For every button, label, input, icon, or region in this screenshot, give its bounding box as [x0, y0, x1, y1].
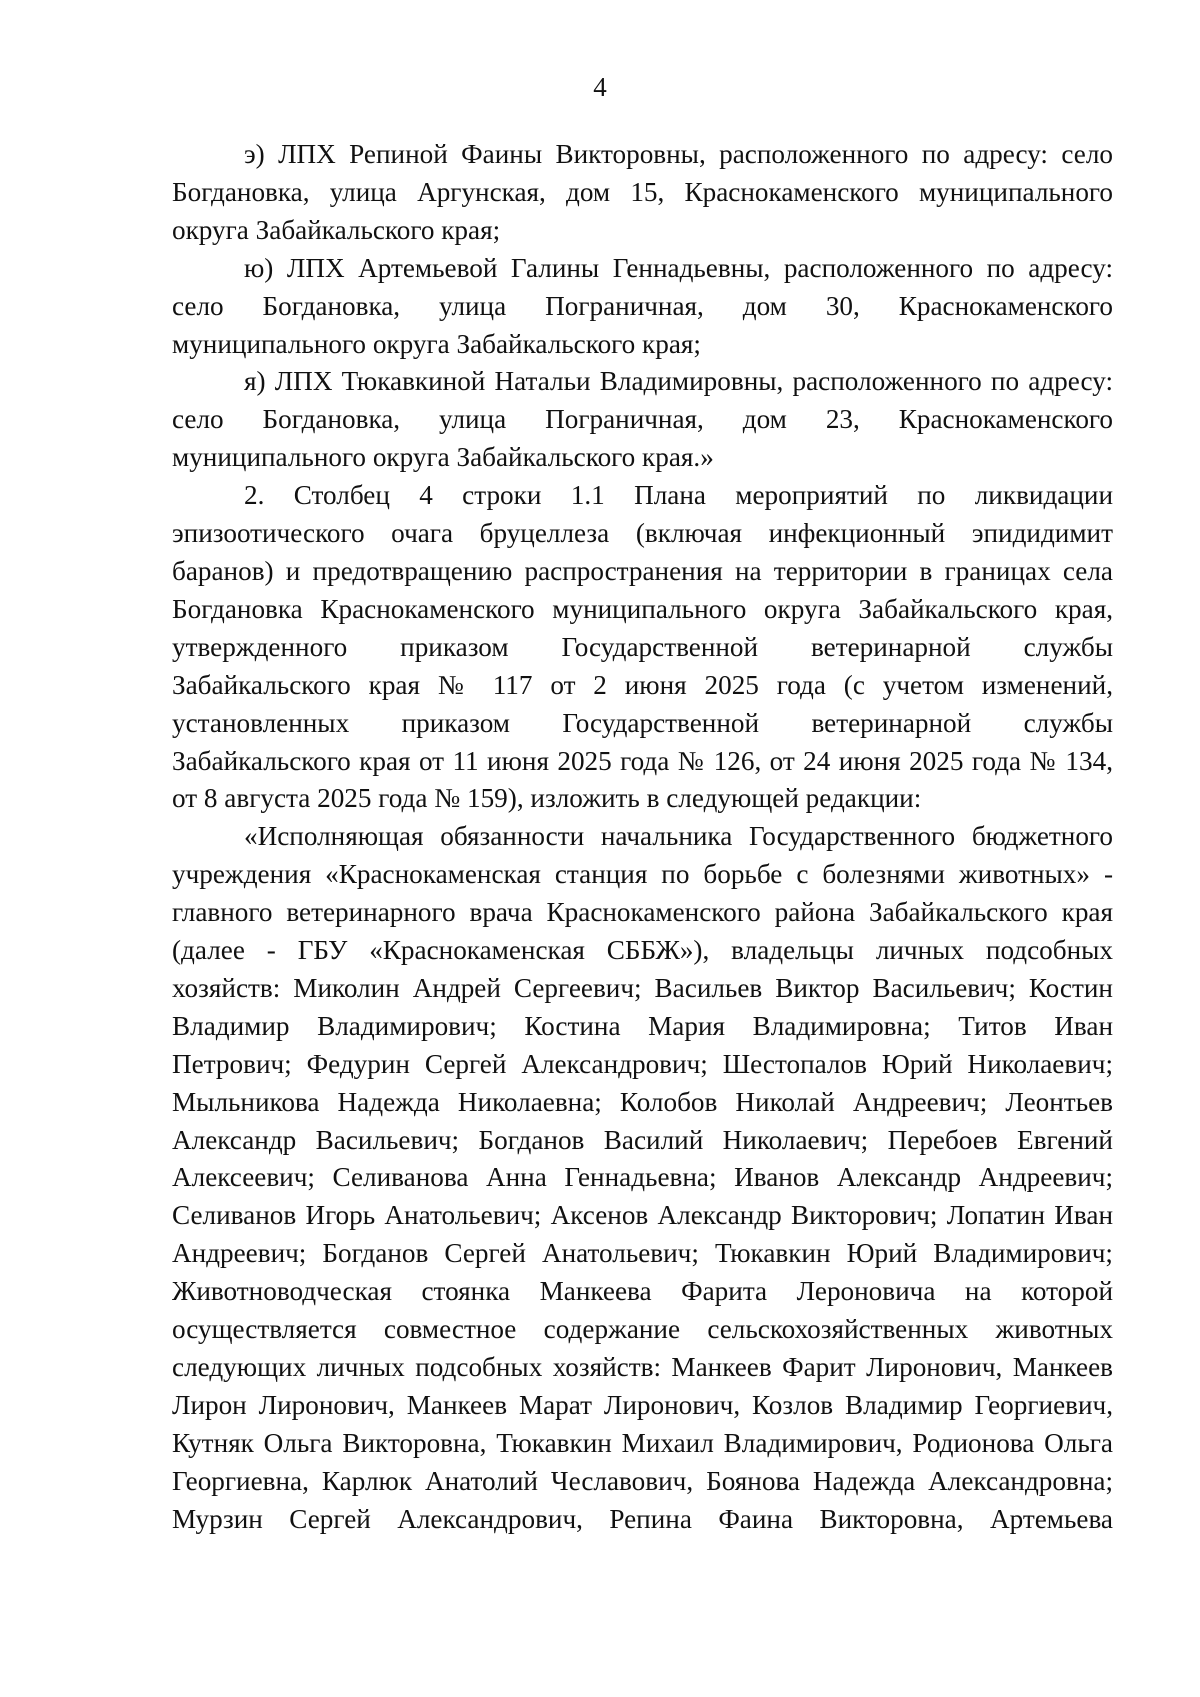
paragraph-item-e: э) ЛПХ Репиной Фаины Викторовны, расположенного по адресу: село Богдановка, улица Аргунская, дом 15, Краснокаменского муниципального округа Забайкальского края;	[172, 139, 1113, 245]
paragraph-new-wording: «Исполняющая обязанности начальника Государственного бюджетного учреждения «Краснокаменская станция по борьбе с болезнями животных» - главного ветеринарного врача Краснокаменского района Забайкальского края (далее - ГБУ «Краснокаменская СББЖ»), владельцы личных подсобных хозяйств: Миколин Андрей Сергеевич; Васильев Виктор Васильевич; Костин Владимир Владимирович; Костина Мария Владимировна; Титов Иван Петрович; Федурин Сергей Александрович; Шестопалов Юрий Николаевич; Мыльникова Надежда Николаевна; Колобов Николай Андреевич; Леонтьев Александр Васильевич; Богданов Василий Николаевич; Перебоев Евгений Алексеевич; Селиванова Анна Геннадьевна; Иванов Александр Андреевич; Селиванов Игорь Анатольевич; Аксенов Александр Викторович; Лопатин Иван Андреевич; Богданов Сергей Анатольевич; Тюкавкин Юрий Владимирович; Животноводческая стоянка Манкеева Фарита Лероновича на которой осуществляется совместное содержание сельскохозяйственных животных следующих личных подсобных хозяйств: Манкеев Фарит Лиронович, Манкеев Лирон Лиронович, Манкеев Марат Лиронович, Козлов Владимир Георгиевич, Кутняк Ольга Викторовна, Тюкавкин Михаил Владимирович, Родионова Ольга Георгиевна, Карлюк Анатолий Чеславович, Боянова Надежда Александровна; Мурзин Сергей Александрович, Репина Фаина Викторовна, Артемьева	[172, 821, 1113, 1534]
document-body	[172, 136, 1113, 1539]
paragraph-item-yu: ю) ЛПХ Артемьевой Галины Геннадьевны, расположенного по адресу: село Богдановка, улица Пограничная, дом 30, Краснокаменского муниципального округа Забайкальского края;	[172, 252, 1113, 359]
paragraph-item-ya: я) ЛПХ Тюкавкиной Натальи Владимировны, расположенного по адресу: село Богдановка, улица Пограничная, дом 23, Краснокаменского муниципального округа Забайкальского края.»	[172, 366, 1113, 473]
paragraph-point-2: 2. Столбец 4 строки 1.1 Плана мероприятий по ликвидации эпизоотического очага бруцеллеза (включая инфекционный эпидидимит баранов) и предотвращению распространения на территории в границах села Богдановка Краснокаменского муниципального округа Забайкальского края, утвержденного приказом Государственной ветеринарной службы Забайкальского края № 117 от 2 июня 2025 года (с учетом изменений, установленных приказом Государственной ветеринарной службы Забайкальского края от 11 июня 2025 года № 126, от 24 июня 2025 года № 134, от 8 августа 2025 года № 159), изложить в следующей редакции:	[172, 480, 1113, 814]
page-number: 4	[593, 72, 607, 102]
